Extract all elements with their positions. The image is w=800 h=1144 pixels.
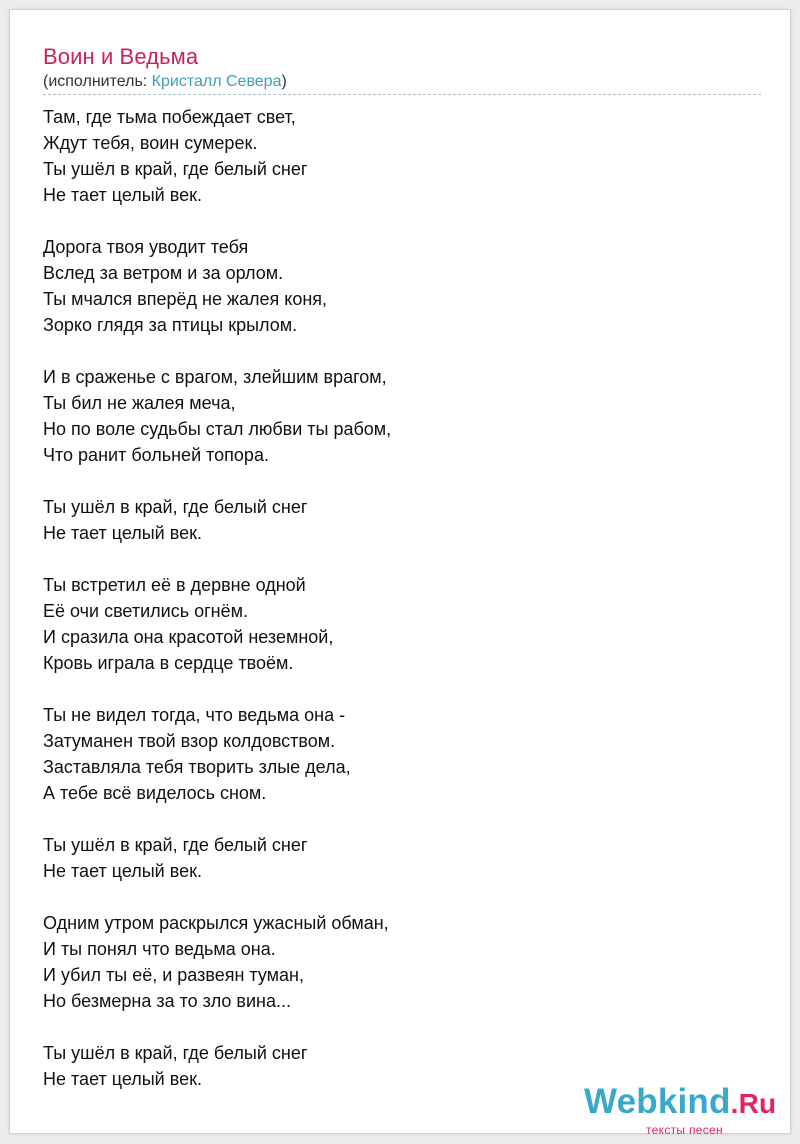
logo-main-text: Webkind [584, 1082, 731, 1121]
lyrics-stanza [43, 702, 763, 806]
lyrics-line: Ты ушёл в край, где белый снег [43, 497, 308, 517]
lyrics-line: Что ранит больней топора. [43, 445, 269, 465]
lyrics-line: Но по воле судьбы стал любви ты рабом, [43, 419, 392, 439]
performer-prefix: (исполнитель: [43, 73, 152, 90]
lyrics-line: Ты мчался вперёд не жалея коня, [43, 289, 328, 309]
lyrics-line: Ты бил не жалея меча, [43, 393, 236, 413]
lyrics-line: Её очи светились огнём. [43, 601, 248, 621]
lyrics-line: Не тает целый век. [43, 861, 202, 881]
lyrics-line: Ты ушёл в край, где белый снег [43, 835, 308, 855]
lyrics-stanza [43, 364, 763, 468]
lyrics-line: И в сраженье с врагом, злейшим врагом, [43, 367, 387, 387]
site-logo[interactable] [584, 1082, 784, 1137]
lyrics-line: Ждут тебя, воин сумерек. [43, 133, 258, 153]
lyrics-body [43, 104, 763, 1118]
lyrics-line: И убил ты её, и развеян туман, [43, 965, 304, 985]
lyrics-stanza [43, 494, 763, 546]
lyrics-line: Вслед за ветром и за орлом. [43, 263, 284, 283]
logo-tagline: тексты песен [646, 1123, 723, 1137]
lyrics-line: Там, где тьма побеждает свет, [43, 107, 296, 127]
lyrics-line: И ты понял что ведьма она. [43, 939, 276, 959]
performer-line [43, 73, 287, 91]
lyrics-line: А тебе всё виделось сном. [43, 783, 267, 803]
lyrics-line: Не тает целый век. [43, 185, 202, 205]
lyrics-line: Ты не видел тогда, что ведьма она - [43, 705, 346, 725]
lyrics-line: Не тает целый век. [43, 523, 202, 543]
lyrics-line: Зорко глядя за птицы крылом. [43, 315, 298, 335]
lyrics-stanza [43, 572, 763, 676]
song-title: Воин и Ведьма [43, 44, 199, 69]
lyrics-line: Ты ушёл в край, где белый снег [43, 159, 308, 179]
lyrics-stanza [43, 234, 763, 338]
performer-suffix: ) [281, 73, 287, 90]
lyrics-line: Затуманен твой взор колдовством. [43, 731, 336, 751]
lyrics-line: Не тает целый век. [43, 1069, 202, 1089]
lyrics-stanza [43, 832, 763, 884]
lyrics-line: Но безмерна за то зло вина... [43, 991, 291, 1011]
lyrics-line: Дорога твоя уводит тебя [43, 237, 249, 257]
lyrics-stanza [43, 910, 763, 1014]
artist-link[interactable]: Кристалл Севера [151, 73, 282, 90]
lyrics-line: Одним утром раскрылся ужасный обман, [43, 913, 389, 933]
lyrics-line: Кровь играла в сердце твоём. [43, 653, 294, 673]
title-divider [43, 94, 761, 95]
lyrics-stanza [43, 104, 763, 208]
lyrics-page [9, 9, 791, 1137]
lyrics-line: Заставляла тебя творить злые дела, [43, 757, 351, 777]
lyrics-line: И сразила она красотой неземной, [43, 627, 334, 647]
lyrics-line: Ты встретил её в дервне одной [43, 575, 306, 595]
lyrics-line: Ты ушёл в край, где белый снег [43, 1043, 308, 1063]
logo-wordmark [584, 1082, 776, 1122]
logo-suffix: .Ru [730, 1088, 777, 1119]
